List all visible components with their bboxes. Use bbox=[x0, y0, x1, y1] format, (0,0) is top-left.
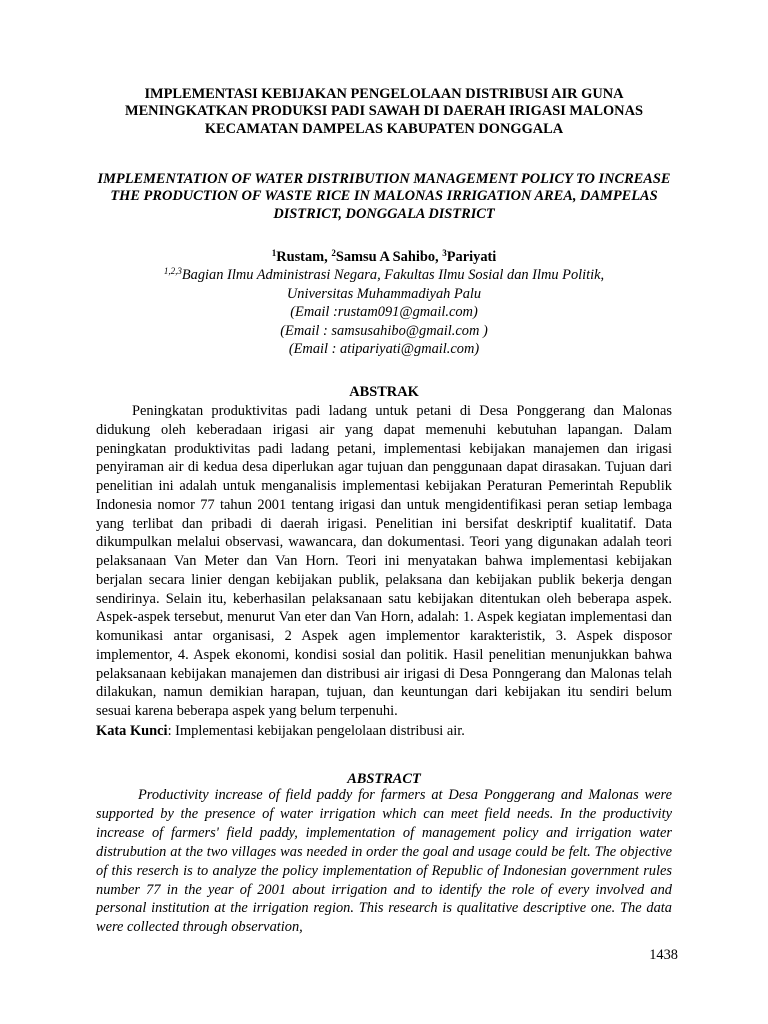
affiliation-university: Universitas Muhammadiyah Palu bbox=[286, 285, 482, 302]
author-3-name: Pariyati bbox=[446, 249, 497, 265]
author-3-marker: 3 bbox=[442, 248, 447, 258]
keywords-line bbox=[96, 722, 672, 740]
affiliation-institution: Bagian Ilmu Administrasi Negara, Fakultas Ilmu Sosial dan Ilmu Politik, bbox=[181, 267, 605, 283]
email-samsu: (Email : samsusahibo@gmail.com ) bbox=[280, 322, 488, 339]
author-1-marker: 1 bbox=[271, 248, 277, 258]
author-2-marker: 2 bbox=[331, 248, 336, 258]
title-indonesian: IMPLEMENTASI KEBIJAKAN PENGELOLAAN DISTRIBUSI AIR GUNA MENINGKATKAN PRODUKSI PADI SAWAH DI DAERAH IRIGASI MALONAS KECAMATAN DAMPELAS KABUPATEN DONGGALA bbox=[125, 86, 643, 137]
keywords-text: : Implementasi kebijakan pengelolaan distribusi air. bbox=[167, 723, 465, 739]
author-1-name: Rustam, bbox=[276, 249, 332, 265]
affiliation-block bbox=[96, 266, 672, 359]
email-pariyati: (Email : atipariyati@gmail.com) bbox=[288, 341, 480, 358]
author-2-name: Samsu A Sahibo, bbox=[335, 249, 443, 265]
title-english: IMPLEMENTATION OF WATER DISTRIBUTION MANAGEMENT POLICY TO INCREASE THE PRODUCTION OF WASTE RICE IN MALONAS IRRIGATION AREA, DAMPELAS DISTRICT, DONGGALA DISTRICT bbox=[97, 171, 671, 222]
abstrak-heading: ABSTRAK bbox=[349, 384, 419, 400]
affiliation-marker: 1,2,3 bbox=[163, 266, 182, 276]
keywords-label: Kata Kunci bbox=[96, 723, 168, 739]
affiliation-institution-line bbox=[96, 266, 672, 285]
abstrak-paragraph: Peningkatan produktivitas padi ladang untuk petani di Desa Ponggerang dan Malonas didukung oleh keberadaan irigasi air yang dapat memenuhi kebutuhan lapangan. Dalam peningkatan produktivitas padi ladang petani, implementasi kebijakan manajemen dan irigasi penyiraman air di kedua desa diperlukan agar tujuan dan penggunaan dapat dirasakan. Tujuan dari penelitian ini adalah untuk menganalisis implementasi kebijakan Peraturan Pemerintah Republik Indonesia nomor 77 tahun 2001 tentang irigasi dan untuk mengidentifikasi peran setiap lembaga yang terlibat dan pribadi di daerah irigasi. Penelitian ini bersifat deskriptif kualitatif. Data dikumpulkan melalui observasi, wawancara, dan dokumentasi. Teori yang digunakan adalah teori pelaksanaan Van Meter dan Van Horn. Teori ini menyatakan bahwa implementasi kebijakan berjalan secara linier dengan kebijakan publik, pelaksana dan kebijakan publik bekerja dengan sendirinya. Selain itu, keberhasilan pelaksanaan satu kebijakan ditentukan oleh beberapa aspek. Aspek-aspek tersebut, menurut Van eter dan Van Horn, adalah: 1. Aspek kegiatan implementasi dan komunikasi antar organisasi, 2 Aspek agen implementor karakteristik, 3. Aspek disposor implementor, 4. Aspek ekonomi, kondisi sosial dan politik. Hasil penelitian menunjukkan bahwa pelaksanaan kebijakan manajemen dan distribusi air irigasi di Desa Ponngerang dan Malonas telah dilakukan, namun demikian harapan, tujuan, dan keuntungan dari kebijakan itu sendiri belum sesuai karena beberapa aspek yang belum terpenuhi. bbox=[96, 403, 672, 719]
page-number: 1438 bbox=[649, 947, 678, 963]
abstract-paragraph: Productivity increase of field paddy for farmers at Desa Ponggerang and Malonas were supported by the presence of water irrigation which can meet field needs. In the productivity increase of farmers' field paddy, implementation of management policy and irrigation water distrubution at the two villages was needed in order the goal and usage could be felt. The objective of this reserch is to analyze the policy implementation of Republic of Indonesian government rules number 77 in the year of 2001 about irrigation and to identify the role of every involved and personal institution at the irrigation region. This research is qualitative descriptive one. The data were collected through observation, bbox=[96, 787, 672, 936]
email-rustam: (Email :rustam091@gmail.com) bbox=[290, 304, 478, 321]
abstract-heading: ABSTRACT bbox=[347, 771, 421, 787]
author-list bbox=[96, 248, 672, 266]
